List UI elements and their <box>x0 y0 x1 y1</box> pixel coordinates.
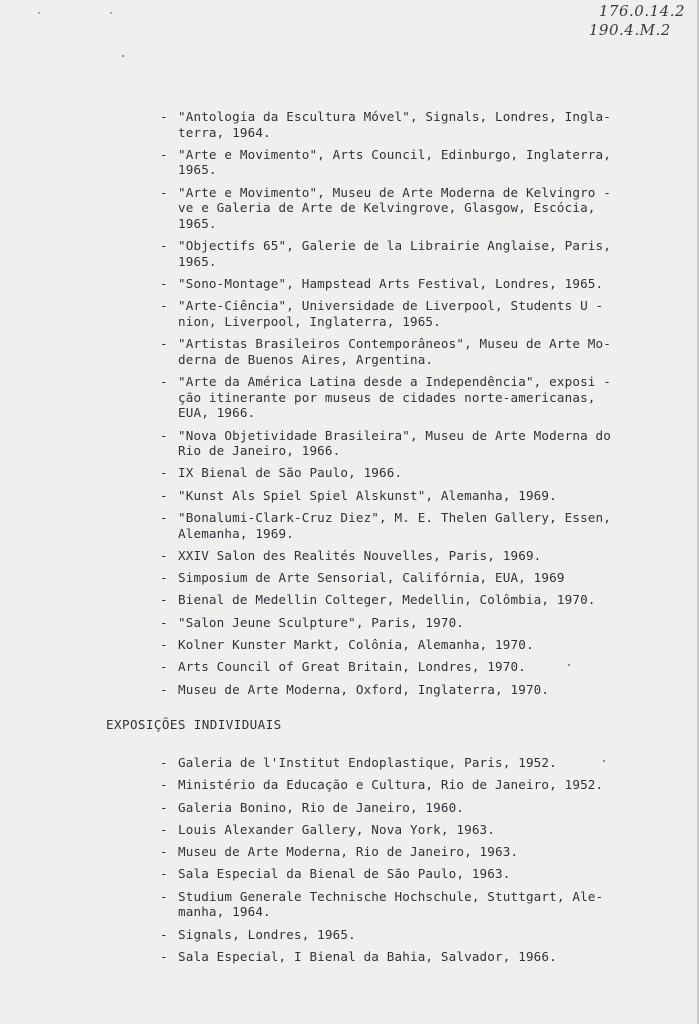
list-bullet: - <box>160 614 168 630</box>
list-item-text: "Objectifs 65", Galerie de la Librairie Anglaise, Paris, 1965. <box>178 238 611 269</box>
list-item <box>160 949 642 965</box>
list-item-text: "Artistas Brasileiros Contemporâneos", Museu de Arte Mo- derna de Buenos Aires, Argentina. <box>178 336 611 367</box>
list-item-text: Bienal de Medellin Colteger, Medellin, Colômbia, 1970. <box>178 592 596 608</box>
list-item-text: "Arte e Movimento", Arts Council, Edinburgo, Inglaterra, 1965. <box>178 146 611 178</box>
list-bullet: - <box>160 510 168 526</box>
list-item <box>160 147 642 178</box>
list-bullet: - <box>160 109 168 124</box>
list-item-text: "Sono-Montage", Hampstead Arts Festival, Londres, 1965. <box>178 276 604 292</box>
list-bullet: - <box>160 926 168 942</box>
list-bullet: - <box>160 184 168 200</box>
list-item <box>160 276 642 292</box>
list-item-text: Museu de Arte Moderna, Oxford, Inglaterra, 1970. <box>178 681 550 697</box>
list-item <box>160 866 642 882</box>
group-exhibitions-list <box>160 109 642 704</box>
list-bullet: - <box>160 755 168 770</box>
list-item <box>160 238 642 269</box>
list-bullet: - <box>160 336 168 352</box>
list-item <box>160 510 642 541</box>
list-bullet: - <box>160 777 168 793</box>
individual-exhibitions-list <box>160 755 642 971</box>
list-item <box>160 336 642 367</box>
list-item <box>160 800 642 816</box>
list-item-text: Simposium de Arte Sensorial, Califórnia, EUA, 1969 <box>178 570 565 586</box>
list-item-text: Sala Especial, I Bienal da Bahia, Salvador, 1966. <box>178 948 557 964</box>
list-item-text: "Kunst Als Spiel Spiel Alskunst", Alemanha, 1969. <box>178 487 557 503</box>
list-item <box>160 682 642 698</box>
list-item <box>160 844 642 860</box>
list-item-text: Sala Especial da Bienal de São Paulo, 1963. <box>178 866 511 882</box>
list-item-text: Galeria Bonino, Rio de Janeiro, 1960. <box>178 799 465 815</box>
list-item-text: Museu de Arte Moderna, Rio de Janeiro, 1963. <box>178 844 519 860</box>
list-bullet: - <box>160 276 168 292</box>
list-bullet: - <box>160 948 168 964</box>
list-item <box>160 548 642 564</box>
list-item-text: "Antologia da Escultura Móvel", Signals, Londres, Ingla- terra, 1964. <box>178 109 611 140</box>
list-item-text: "Bonalumi-Clark-Cruz Diez", M. E. Thelen Gallery, Essen, Alemanha, 1969. <box>178 510 611 541</box>
list-item <box>160 637 642 653</box>
list-bullet: - <box>160 681 168 697</box>
list-item <box>160 298 642 329</box>
list-item <box>160 927 642 943</box>
list-item-text: "Salon Jeune Sculpture", Paris, 1970. <box>178 614 465 630</box>
list-bullet: - <box>160 866 168 882</box>
list-item-text: "Arte e Movimento", Museu de Arte Moderna de Kelvingro - ve e Galeria de Arte de Kelvingrove, Glasgow, Escócia, 1965. <box>178 184 611 231</box>
list-bullet: - <box>160 844 168 860</box>
list-bullet: - <box>160 427 168 443</box>
list-bullet: - <box>160 888 168 904</box>
list-item-text: "Nova Objetividade Brasileira", Museu de Arte Moderna do Rio de Janeiro, 1966. <box>178 427 611 459</box>
list-item <box>160 755 642 771</box>
list-item-text: Kolner Kunster Markt, Colônia, Alemanha, 1970. <box>178 637 534 653</box>
list-item <box>160 592 642 608</box>
list-bullet: - <box>160 592 168 608</box>
list-item <box>160 659 642 675</box>
list-item-text: "Arte-Ciência", Universidade de Liverpool, Students U - nion, Liverpool, Inglaterra, 1965. <box>178 298 604 329</box>
list-item-text: Louis Alexander Gallery, Nova York, 1963. <box>178 821 496 837</box>
list-item <box>160 570 642 586</box>
list-item-text: Arts Council of Great Britain, Londres, 1970. <box>178 659 526 675</box>
archive-reference-line-1: 176.0.14.2 <box>598 2 685 20</box>
list-item <box>160 488 642 504</box>
list-bullet: - <box>160 465 168 481</box>
list-item-text: "Arte da América Latina desde a Independência", exposi - ção itinerante por museus de cidades norte-americanas, EUA, 1966. <box>178 374 611 421</box>
list-bullet: - <box>160 298 168 314</box>
list-item <box>160 615 642 631</box>
margin-marks: · · <box>36 8 145 19</box>
list-bullet: - <box>160 799 168 815</box>
list-item-text: Ministério da Educação e Cultura, Rio de Janeiro, 1952. <box>178 777 604 793</box>
list-bullet: - <box>160 570 168 586</box>
list-item <box>160 889 642 920</box>
section-heading: EXPOSIÇÕES INDIVIDUAIS <box>106 717 282 732</box>
list-bullet: - <box>160 659 168 675</box>
list-item <box>160 822 642 838</box>
list-item-text: Galeria de l'Institut Endoplastique, Paris, 1952. <box>178 755 557 770</box>
list-item-text: Studium Generale Technische Hochschule, Stuttgart, Ale- manha, 1964. <box>178 888 604 920</box>
archive-reference-line-2: 190.4.M.2 <box>588 21 671 39</box>
list-bullet: - <box>160 374 168 390</box>
list-item <box>160 109 642 140</box>
list-bullet: - <box>160 547 168 563</box>
list-item <box>160 777 642 793</box>
list-item-text: XXIV Salon des Realités Nouvelles, Paris, 1969. <box>178 547 542 563</box>
list-bullet: - <box>160 238 168 254</box>
list-item-text: IX Bienal de São Paulo, 1966. <box>178 465 403 481</box>
list-item-text: Signals, Londres, 1965. <box>178 926 356 942</box>
list-bullet: - <box>160 637 168 653</box>
list-item <box>160 374 642 421</box>
archive-reference <box>588 2 685 40</box>
list-item <box>160 428 642 459</box>
list-bullet: - <box>160 146 168 162</box>
list-item <box>160 465 642 481</box>
speck <box>122 55 124 57</box>
list-bullet: - <box>160 487 168 503</box>
list-item <box>160 185 642 232</box>
list-bullet: - <box>160 821 168 837</box>
